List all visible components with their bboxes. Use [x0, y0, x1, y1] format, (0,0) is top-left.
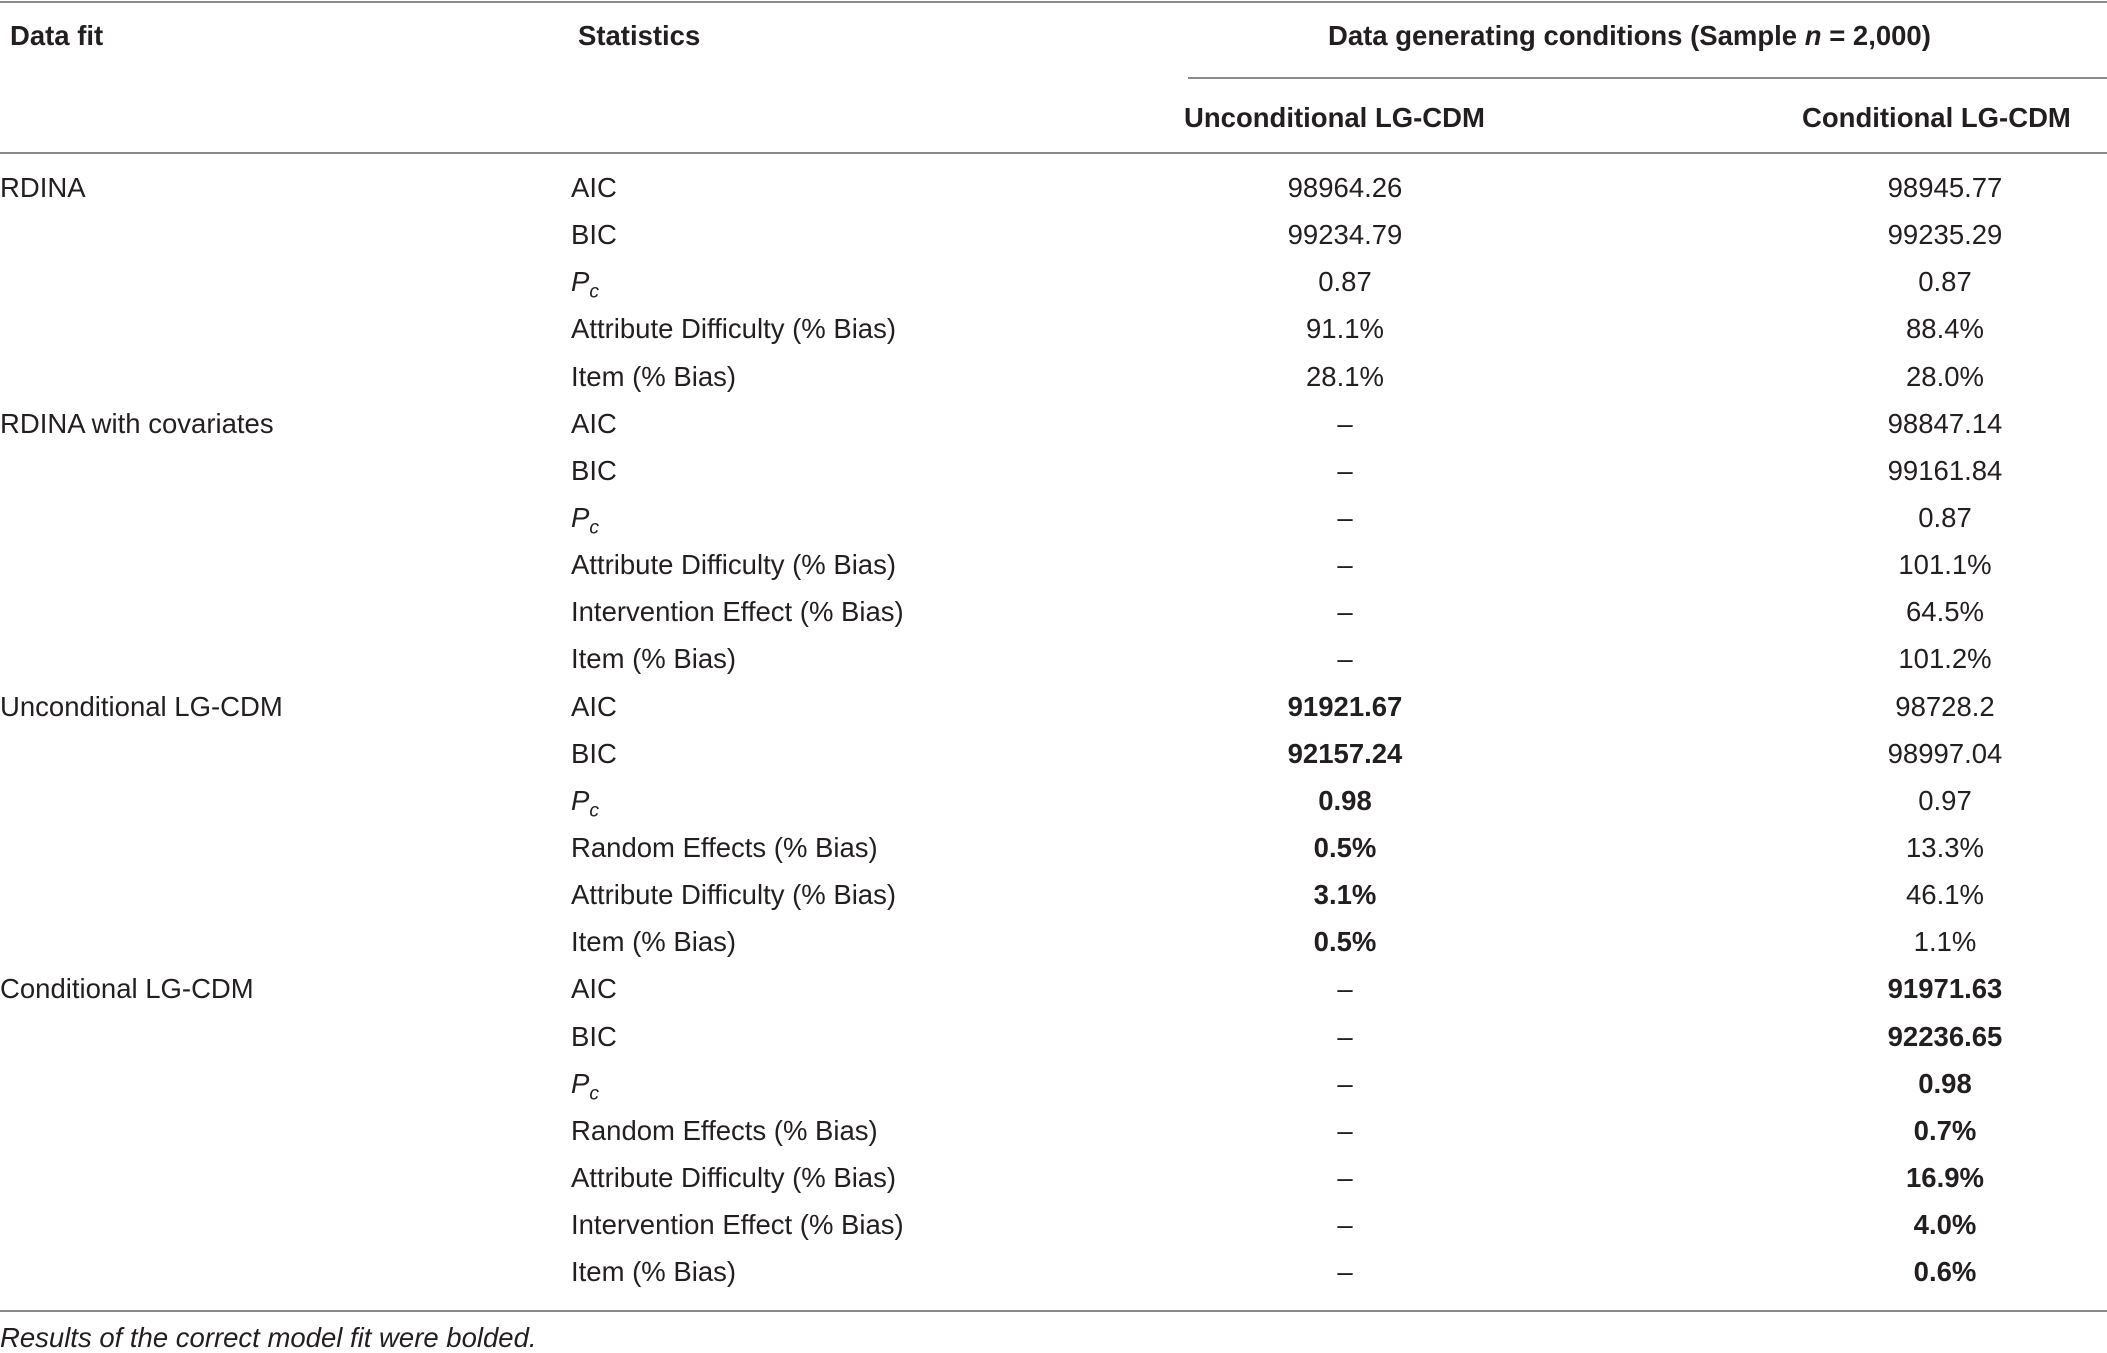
conditional-value-cell: 0.6% — [1913, 1256, 1977, 1288]
conditional-value-cell: 99235.29 — [1887, 219, 2003, 251]
table-row — [0, 1155, 2107, 1202]
statistic-subscript: c — [589, 1083, 599, 1105]
conditional-value-cell: 101.2% — [1898, 643, 1992, 675]
table-row — [0, 401, 2107, 448]
unconditional-value-cell: – — [1337, 1256, 1353, 1288]
table-row — [0, 966, 2107, 1013]
header-data-generating-conditions — [1328, 22, 1931, 50]
unconditional-value-cell: 0.5% — [1313, 831, 1377, 863]
statistic-cell: Random Effects (% Bias) — [571, 1114, 878, 1146]
statistic-cell: AIC — [571, 973, 617, 1005]
table-row — [0, 919, 2107, 966]
statistic-cell: Item (% Bias) — [571, 1256, 737, 1288]
unconditional-value-cell: – — [1337, 1067, 1353, 1099]
statistic-symbol: P — [571, 501, 590, 533]
table-row — [0, 684, 2107, 731]
unconditional-value-cell: 0.87 — [1318, 266, 1372, 298]
statistic-cell — [571, 503, 599, 539]
table-row — [0, 1202, 2107, 1249]
header-conditional-lg-cdm: Conditional LG-CDM — [1802, 102, 2071, 133]
statistic-cell: Attribute Difficulty (% Bias) — [571, 879, 897, 911]
conditional-value-cell: 91971.63 — [1887, 973, 2003, 1005]
statistic-cell: Attribute Difficulty (% Bias) — [571, 1161, 897, 1193]
header-generating-n: n — [1804, 20, 1822, 51]
statistic-subscript: c — [589, 517, 599, 539]
conditional-value-cell: 0.97 — [1918, 784, 1972, 816]
unconditional-value-cell: 99234.79 — [1287, 219, 1403, 251]
conditional-value-cell: 98728.2 — [1895, 690, 1995, 722]
header-span-rule — [1188, 77, 2107, 79]
table-row — [0, 306, 2107, 353]
conditional-value-cell: 98847.14 — [1887, 407, 2003, 439]
statistic-symbol: P — [571, 266, 590, 298]
header-generating-suffix: = 2,000) — [1821, 20, 1931, 51]
unconditional-value-cell: – — [1337, 596, 1353, 628]
conditional-value-cell: 4.0% — [1913, 1209, 1977, 1241]
conditional-value-cell: 98997.04 — [1887, 737, 2003, 769]
table-row — [0, 778, 2107, 825]
unconditional-value-cell: 0.5% — [1313, 926, 1377, 958]
table-row — [0, 1108, 2107, 1155]
statistic-cell — [571, 267, 599, 303]
unconditional-value-cell: 28.1% — [1306, 360, 1384, 392]
model-cell: RDINA with covariates — [0, 407, 274, 439]
unconditional-value-cell: 98964.26 — [1287, 172, 1403, 203]
statistic-subscript: c — [589, 800, 599, 822]
model-cell: RDINA — [0, 172, 86, 203]
table-row — [0, 212, 2107, 259]
conditional-value-cell: 16.9% — [1906, 1161, 1984, 1193]
unconditional-value-cell: 92157.24 — [1287, 737, 1403, 769]
unconditional-value-cell: 91.1% — [1306, 313, 1384, 345]
unconditional-value-cell: 91921.67 — [1287, 690, 1403, 722]
table-row — [0, 165, 2107, 212]
statistic-cell: Item (% Bias) — [571, 926, 737, 958]
statistic-symbol: P — [571, 784, 590, 816]
table-top-rule — [0, 1, 2107, 3]
conditional-value-cell: 64.5% — [1906, 596, 1984, 628]
statistic-cell: BIC — [571, 737, 617, 769]
table-row — [0, 1249, 2107, 1296]
table-row — [0, 825, 2107, 872]
conditional-value-cell: 1.1% — [1913, 926, 1977, 958]
statistic-cell: BIC — [571, 219, 617, 251]
table-row — [0, 731, 2107, 778]
unconditional-value-cell: – — [1337, 1161, 1353, 1193]
header-statistics: Statistics — [578, 20, 701, 51]
table-row — [0, 448, 2107, 495]
table-row — [0, 354, 2107, 401]
conditional-value-cell: 0.87 — [1918, 501, 1972, 533]
table-row — [0, 872, 2107, 919]
table-footnote: Results of the correct model fit were bolded. — [0, 1322, 537, 1353]
table-bottom-rule — [0, 1310, 2107, 1312]
unconditional-value-cell: – — [1337, 1209, 1353, 1241]
unconditional-value-cell: – — [1337, 1020, 1353, 1052]
table-row — [0, 495, 2107, 542]
table-row — [0, 1061, 2107, 1108]
header-unconditional-lg-cdm: Unconditional LG-CDM — [1184, 102, 1485, 133]
statistic-cell: Intervention Effect (% Bias) — [571, 596, 904, 628]
statistic-cell: BIC — [571, 1020, 617, 1052]
table-row — [0, 1014, 2107, 1061]
model-cell: Conditional LG-CDM — [0, 973, 254, 1005]
unconditional-value-cell: – — [1337, 1114, 1353, 1146]
table-row — [0, 259, 2107, 306]
statistic-cell: AIC — [571, 407, 617, 439]
statistic-cell: AIC — [571, 172, 617, 203]
statistic-cell: Random Effects (% Bias) — [571, 831, 878, 863]
unconditional-value-cell: 0.98 — [1318, 784, 1372, 816]
statistic-cell: BIC — [571, 454, 617, 486]
table-row — [0, 636, 2107, 683]
conditional-value-cell: 0.87 — [1918, 266, 1972, 298]
conditional-value-cell: 92236.65 — [1887, 1020, 2003, 1052]
unconditional-value-cell: – — [1337, 501, 1353, 533]
conditional-value-cell: 28.0% — [1906, 360, 1984, 392]
model-cell: Unconditional LG-CDM — [0, 690, 283, 722]
conditional-value-cell: 98945.77 — [1887, 172, 2003, 203]
unconditional-value-cell: – — [1337, 407, 1353, 439]
statistic-cell: Attribute Difficulty (% Bias) — [571, 313, 897, 345]
conditional-value-cell: 13.3% — [1906, 831, 1984, 863]
table-row — [0, 542, 2107, 589]
statistic-cell: Item (% Bias) — [571, 360, 737, 392]
conditional-value-cell: 101.1% — [1898, 549, 1992, 581]
statistic-cell — [571, 786, 599, 822]
statistic-symbol: P — [571, 1067, 590, 1099]
table-header-rule — [0, 152, 2107, 154]
conditional-value-cell: 0.7% — [1913, 1114, 1977, 1146]
statistic-cell: AIC — [571, 690, 617, 722]
unconditional-value-cell: – — [1337, 973, 1353, 1005]
header-generating-prefix: Data generating conditions (Sample — [1328, 20, 1805, 51]
table-row — [0, 589, 2107, 636]
statistic-subscript: c — [589, 281, 599, 303]
header-data-fit: Data fit — [10, 20, 104, 51]
statistic-cell: Item (% Bias) — [571, 643, 737, 675]
unconditional-value-cell: 3.1% — [1313, 879, 1377, 911]
statistic-cell: Attribute Difficulty (% Bias) — [571, 549, 897, 581]
conditional-value-cell: 99161.84 — [1887, 454, 2003, 486]
unconditional-value-cell: – — [1337, 643, 1353, 675]
unconditional-value-cell: – — [1337, 454, 1353, 486]
statistic-cell: Intervention Effect (% Bias) — [571, 1209, 904, 1241]
conditional-value-cell: 0.98 — [1918, 1067, 1972, 1099]
conditional-value-cell: 46.1% — [1906, 879, 1984, 911]
statistic-cell — [571, 1069, 599, 1105]
unconditional-value-cell: – — [1337, 549, 1353, 581]
conditional-value-cell: 88.4% — [1906, 313, 1984, 345]
